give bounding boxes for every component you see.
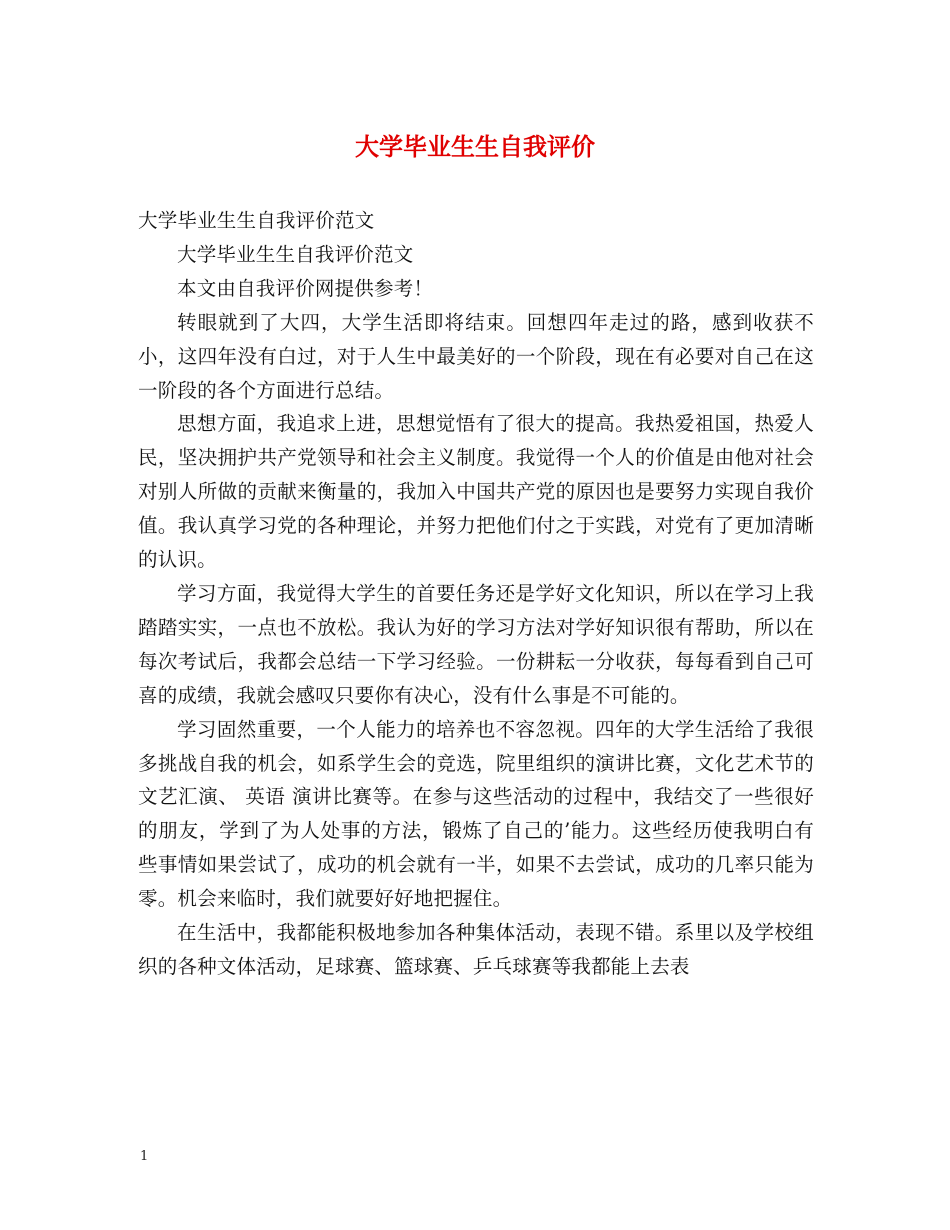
paragraph-subheading: 大学毕业生生自我评价范文 [177,242,414,266]
paragraph-study: 学习方面，我觉得大学生的首要任务还是学好文化知识，所以在学习上我踏踏实实，一点也不放松。我认为好的学习方法对学好知识很有帮助，所以在每次考试后，我都会总结一下学习经验。一份耕耘一分收获，每每看到自己可喜的成绩，我就会感叹只要你有决心，没有什么事是不可能的。 [138,581,814,707]
document-title: 大学毕业生生自我评价 [355,132,595,161]
document-body [138,204,814,984]
paragraph-ability: 学习固然重要，一个人能力的培养也不容忽视。四年的大学生活给了我很多挑战自我的机会，如系学生会的竞选，院里组织的演讲比赛，文化艺术节的文艺汇演、 英语 演讲比赛等。在参与这些活动的过程中，我结交了一些很好的朋友，学到了为人处事的方法，锻炼了自己的’能力。这些经历使我明白有些事情如果尝试了，成功的机会就有一半，如果不去尝试，成功的几率只能为零。机会来临时，我们就要好好地把握住。 [138,717,814,911]
page-number: 1 [140,1149,149,1164]
paragraph-life: 在生活中，我都能积极地参加各种集体活动，表现不错。系里以及学校组织的各种文体活动，足球赛、篮球赛、乒乓球赛等我都能上去表 [138,921,814,978]
paragraph-heading: 大学毕业生生自我评价范文 [138,209,375,232]
paragraph-intro: 转眼就到了大四，大学生活即将结束。回想四年走过的路，感到收获不小，这四年没有白过，对于人生中最美好的一个阶段，现在有必要对自己在这一阶段的各个方面进行总结。 [138,310,814,402]
paragraph-source-note: 本文由自我评价网提供参考！ [177,276,434,300]
paragraph-thought: 思想方面，我追求上进，思想觉悟有了很大的提高。我热爱祖国，热爱人民，坚决拥护共产党领导和社会主义制度。我觉得一个人的价值是由他对社会对别人所做的贡献来衡量的，我加入中国共产党的原因也是要努力实现自我价值。我认真学习党的各种理论，并努力把他们付之于实践，对党有了更加清晰的认识。 [138,412,814,572]
